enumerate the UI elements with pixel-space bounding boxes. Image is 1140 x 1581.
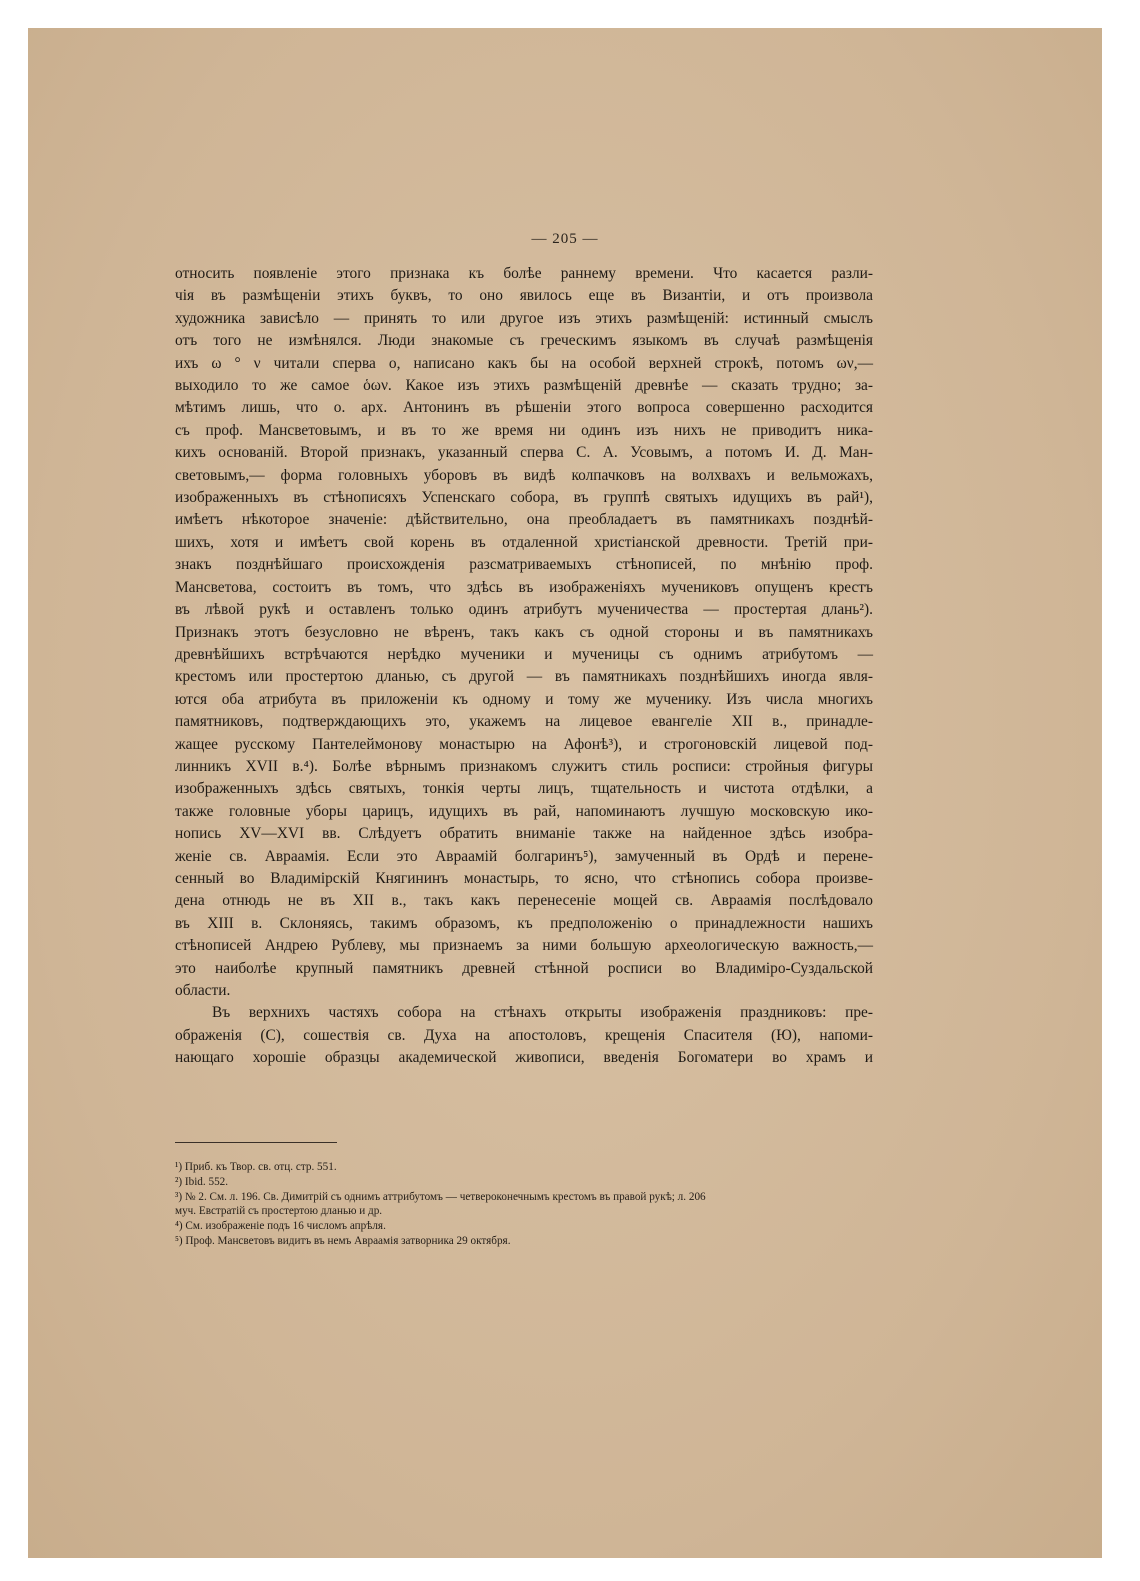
footnote: ³) № 2. См. л. 196. Св. Димитрій съ однимъ аттрибутомъ — четвероконечнымъ крестомъ въ правой рукѣ; л. 206 [175, 1190, 706, 1203]
text-line: нающаго хорошіе образцы академической живописи, введенія Богоматери во храмъ и [175, 1049, 873, 1067]
footnote: ¹) Приб. къ Твор. св. отц. стр. 551. [175, 1161, 337, 1173]
text-line: дена отнюдь не въ XII в., такъ какъ перенесеніе мощей св. Авраамія послѣдовало [175, 892, 873, 910]
text-line: Мансветова, состоитъ въ томъ, что здѣсь въ изображеніяхъ мучениковъ опущенъ крестъ [175, 578, 873, 596]
page-scan [28, 28, 1102, 1558]
text-line: области. [175, 982, 231, 999]
body-text [175, 263, 873, 1070]
text-line: это наиболѣе крупный памятникъ древней стѣнной росписи во Владиміро-Суздальской [175, 959, 873, 977]
text-line: световымъ,— форма головныхъ уборовъ въ видѣ колпачковъ на волхвахъ и вельможахъ, [175, 466, 873, 484]
text-line: въ лѣвой рукѣ и оставленъ только одинъ атрибутъ мученичества — простертая длань²). [175, 601, 873, 619]
text-line: сенный во Владимірскій Княгининъ монастырь, то ясно, что стѣнопись собора произве- [175, 869, 873, 887]
text-line: имѣетъ нѣкоторое значеніе: дѣйствительно, она преобладаетъ въ памятникахъ позднѣй- [175, 511, 873, 529]
text-line: нопись XV—XVI вв. Слѣдуетъ обратить вниманіе также на найденное здѣсь изобра- [175, 825, 873, 843]
text-line: мѣтимъ лишь, что о. арх. Антонинъ въ рѣшеніи этого вопроса совершенно расходится [175, 399, 873, 417]
text-line: съ проф. Мансветовымъ, и въ то же время ни одинъ изъ нихъ не приводитъ никa- [175, 421, 873, 439]
text-line: ихъ ω ° ν читали сперва ο, написано какъ бы на особой верхней строкѣ, потомъ ων,— [175, 354, 873, 372]
footnotes [175, 1160, 873, 1249]
page-number: — 205 — [531, 231, 599, 247]
footnote: ⁵) Проф. Мансветовъ видитъ въ немъ Авраамія затворника 29 октября. [175, 1234, 511, 1247]
text-line: также головные уборы царицъ, идущихъ въ рай, напоминаютъ лучшую московскую ико- [175, 802, 873, 820]
footnote-continuation: муч. Евстратій съ простертою дланью и др. [175, 1205, 383, 1218]
text-line: знакъ позднѣйшаго происхожденія разсматриваемыхъ стѣнописей, по мнѣнію проф. [175, 556, 873, 574]
text-line: ются оба атрибута въ приложеніи къ одному и тому же мученику. Изъ числа многихъ [175, 690, 873, 708]
text-line: Признакъ этотъ безусловно не вѣренъ, такъ какъ съ одной стороны и въ памятникахъ [175, 623, 873, 641]
text-line: отъ того не измѣнялся. Люди знакомые съ греческимъ языкомъ въ случаѣ размѣщенія [175, 332, 873, 350]
text-line: художника зависѣло — принять то или другое изъ этихъ размѣщеній: истинный смыслъ [175, 309, 873, 327]
text-line: ображенія (С), сошествія св. Духа на апостоловъ, крещенія Спасителя (Ю), напоми- [175, 1026, 873, 1044]
text-line: линникъ XVII в.⁴). Болѣе вѣрнымъ признакомъ служитъ стиль росписи: стройныя фигуры [175, 757, 873, 775]
text-line: чія въ размѣщеніи этихъ буквъ, то оно явилось еще въ Византіи, и отъ произвола [175, 287, 873, 305]
footnote-divider [175, 1142, 337, 1143]
text-line: памятниковъ, подтверждающихъ это, укажемъ на лицевое евангеліе XII в., принадле- [175, 713, 873, 731]
text-line: стѣнописей Андрею Рублеву, мы признаемъ за ними большую археологическую важность,— [175, 937, 873, 955]
text-line: жащее русскому Пантелеймонову монастырю на Афонѣ³), и строгоновскій лицевой под- [175, 735, 873, 753]
text-line: относить появленіе этого признака къ болѣе раннему времени. Что касается разли- [175, 265, 873, 282]
text-line: кихъ основаній. Второй признакъ, указанный сперва С. А. Усовымъ, а потомъ И. Д. Ман- [175, 444, 873, 462]
text-line: Въ верхнихъ частяхъ собора на стѣнахъ открыты изображенія праздниковъ: пре- [212, 1004, 873, 1022]
text-line: изображенныхъ въ стѣнописяхъ Успенскаго собора, въ группѣ святыхъ идущихъ въ рай¹), [175, 489, 873, 507]
text-line: выходило то же самое ὁων. Какое изъ этихъ размѣщеній древнѣе — сказать трудно; за- [175, 377, 873, 395]
text-line: крестомъ или простертою дланью, съ другой — въ памятникахъ позднѣйшихъ иногда явля- [175, 668, 873, 686]
text-line: шихъ, хотя и имѣетъ свой корень въ отдаленной христіанской древности. Третій при- [175, 533, 873, 551]
text-line: женіе св. Авраамія. Если это Авраамій болгаринъ⁵), замученный въ Ордѣ и перене- [175, 847, 873, 865]
footnote: ²) Ibid. 552. [175, 1175, 229, 1188]
text-line: въ XIII в. Склоняясь, такимъ образомъ, къ предположенію о принадлежности нашихъ [175, 914, 873, 932]
footnote: ⁴) См. изображеніе подъ 16 числомъ апрѣля. [175, 1220, 386, 1233]
text-line: древнѣйшихъ встрѣчаются нерѣдко мученики и мученицы съ однимъ атрибутомъ — [175, 645, 873, 663]
text-line: изображенныхъ здѣсь святыхъ, тонкія черты лицъ, тщательность и чистота отдѣлки, а [175, 780, 873, 798]
